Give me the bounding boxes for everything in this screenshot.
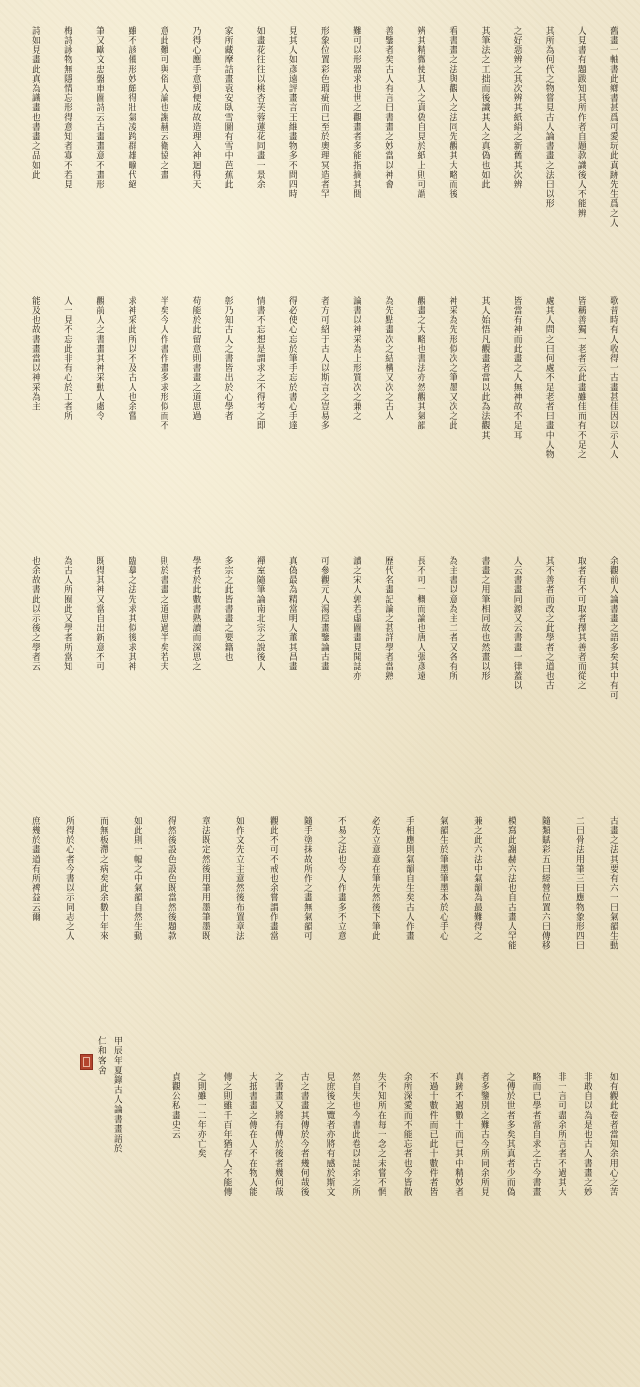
text-column: 隨手塗抹故所作之畫無氣韻可 bbox=[302, 816, 312, 941]
text-column: 之書畫又將有傳於後者幾何哉 bbox=[273, 1072, 283, 1197]
text-column: 臨摹之法先求其似後求其神 bbox=[126, 556, 137, 672]
text-column: 為古人所囿此又學者所當知 bbox=[62, 556, 73, 672]
text-column: 如作文先立主意然後布置章法 bbox=[234, 816, 244, 941]
text-column: 所得於心者今書以示同志之人 bbox=[64, 816, 74, 941]
text-column: 氣韻生於筆墨筆墨本於心手心 bbox=[438, 816, 448, 941]
text-column: 傳之則雖千百年猶存人不能傳 bbox=[221, 1072, 232, 1197]
text-panel-3 bbox=[30, 556, 618, 800]
text-column: 之則雖一二年亦亡矣 bbox=[195, 1072, 206, 1159]
text-column: 神采為先形似次之筆墨又次之此 bbox=[447, 296, 458, 431]
text-column: 論書以神采為上形質次之兼之 bbox=[351, 296, 362, 421]
text-column: 大抵書畫之傳在人不在物人能 bbox=[247, 1072, 258, 1197]
text-column: 章法既定然後用筆用墨筆墨既 bbox=[200, 816, 210, 941]
text-column: 必先立意意在筆先然後下筆此 bbox=[370, 816, 380, 941]
text-column: 長不可一概而論也唐人張彥遠 bbox=[415, 556, 426, 681]
text-column: 梅詩詠物無隱情忘形得意知者寡不若見 bbox=[62, 26, 73, 190]
text-column: 貞觀公私畫史云 bbox=[170, 1072, 180, 1140]
text-column: 見庶後之覽者亦將有感於斯文 bbox=[324, 1072, 335, 1197]
text-column: 學者於此數書熟讀而深思之 bbox=[190, 556, 201, 672]
text-column: 半矣今人作書作畫多求形似而不 bbox=[158, 296, 169, 431]
text-panel-2 bbox=[30, 296, 618, 544]
text-column: 詩如見畫此真為識畫也書畫之品如此 bbox=[30, 26, 40, 180]
text-column: 手相應則氣韻自生矣古人作畫 bbox=[404, 816, 414, 941]
text-column: 之傳於世者多矣其真者少而偽 bbox=[504, 1072, 515, 1197]
text-panel-5 bbox=[170, 1072, 618, 1322]
signature-line: 甲辰年夏錄古人論書畫語於 bbox=[112, 1036, 122, 1154]
text-column: 形象位置彩色瑕疵而已至於奧理冥造者罕 bbox=[318, 26, 329, 199]
text-column: 其所為何代之物嘗見古人論書畫之法曰以形 bbox=[543, 26, 554, 209]
text-column: 彰乃知古人之書皆出於心學者 bbox=[222, 296, 233, 421]
text-column: 不過十數件而已此十數件者皆 bbox=[427, 1072, 438, 1197]
text-column: 其不善者而改之此學者之道也古 bbox=[543, 556, 554, 691]
text-column: 古之書畫其傳於今者幾何哉後 bbox=[298, 1072, 309, 1197]
text-column: 余所深愛而不能忘者也今皆散 bbox=[401, 1072, 412, 1197]
text-column: 可參觀元人湯垕畫鑒論古畫 bbox=[318, 556, 329, 672]
text-column: 者方可紹于古人以斯言之豈易多 bbox=[318, 296, 329, 431]
text-panel-1 bbox=[30, 26, 618, 276]
text-column: 書畫之用筆相同故也然畫以形 bbox=[479, 556, 490, 681]
text-column: 二曰骨法用筆三曰應物象形四曰 bbox=[574, 816, 584, 951]
text-column: 如有觀此卷者當知余用心之苦 bbox=[607, 1072, 618, 1197]
text-panel-4 bbox=[30, 816, 618, 1060]
text-column: 讀之宋人郭若虛圖畫見聞誌亦 bbox=[351, 556, 362, 681]
signature-block bbox=[96, 1036, 122, 1176]
text-column: 乃得心應手意到便成故造理入神迴得天 bbox=[190, 26, 201, 190]
text-column: 非一言可盡余所言者不過其大 bbox=[556, 1072, 567, 1197]
text-column: 模寫此謝赫六法也自古畫人罕能 bbox=[506, 816, 516, 951]
text-column: 家所藏摩詰畫袁安臥雪圖有雪中芭蕉此 bbox=[222, 26, 233, 190]
text-column: 然自失也今書此卷以誌余之所 bbox=[350, 1072, 361, 1197]
text-column: 略而已學者當自求之古今書畫 bbox=[530, 1072, 541, 1197]
text-column: 雖不該備形妙頗得壯氣凌跨群雄曠代絕 bbox=[126, 26, 137, 190]
text-column: 真偽最為精當明人董其昌畫 bbox=[286, 556, 297, 672]
text-column: 為主書以意為主二者又各有所 bbox=[447, 556, 458, 681]
text-column: 非敢自以為是也古人書畫之妙 bbox=[582, 1072, 592, 1197]
text-column: 歷代名畫記論之甚詳學者當熟 bbox=[383, 556, 394, 681]
text-column: 也余故書此以示後之學者云 bbox=[30, 556, 40, 672]
text-column: 處其人問之曰何處不足老者曰畫中人物 bbox=[543, 296, 554, 460]
text-column: 人見書有題跋知其所作者自題款識後人不能辨 bbox=[575, 26, 586, 218]
text-column: 能及也故書畫當以神采為主 bbox=[30, 296, 40, 412]
text-column: 看書畫之法與觀人之法同先觀其大略而後 bbox=[447, 26, 458, 199]
text-column: 辨其精微使其人之真偽自見於紙上則可謂 bbox=[415, 26, 426, 199]
text-column: 之好惡辨之其次辨其紙絹之新舊其次辨 bbox=[511, 26, 522, 190]
text-column: 而無板滯之病矣此余數十年來 bbox=[98, 816, 108, 941]
text-column: 觀畫之大略也書法亦然觀其氣韻 bbox=[415, 296, 426, 431]
text-column: 情書不忘想是謂求之不得考之即 bbox=[254, 296, 265, 431]
text-column: 其人始悟凡觀畫者當以此為法觀其 bbox=[479, 296, 490, 440]
signature-line: 仁和客舍 bbox=[96, 1036, 106, 1076]
text-column: 見其人如彥遠評畫言王維畫物多不問四時 bbox=[286, 26, 297, 199]
text-column: 取者有不可取者擇其善者而從之 bbox=[575, 556, 586, 691]
text-column: 多宗之此皆書畫之要籍也 bbox=[222, 556, 233, 662]
text-column: 歌昔時有人收得一古畫甚佳因以示人人 bbox=[607, 296, 618, 460]
text-column: 為先點畫次之結構又次之古人 bbox=[383, 296, 394, 421]
text-column: 古畫之法其要有六一曰氣韻生動 bbox=[608, 816, 618, 951]
text-column: 禪室隨筆論南北宗之說後人 bbox=[254, 556, 265, 672]
text-column: 者多鑒別之難古今所同余所見 bbox=[479, 1072, 489, 1197]
text-column: 不易之法也今人作畫多不立意 bbox=[336, 816, 346, 941]
text-column: 庶幾於畫道有所裨益云爾 bbox=[30, 816, 40, 922]
text-column: 觀此不可不戒也余嘗謂作畫當 bbox=[268, 816, 278, 941]
text-column: 如畫花往往以桃杏芙蓉蓮花同畫一景余 bbox=[254, 26, 265, 190]
text-column: 觀前人之書畫其神采動人處令 bbox=[94, 296, 105, 421]
text-column: 失不知所在每一念之未嘗不惘 bbox=[376, 1072, 386, 1197]
text-column: 苟能於此留意則書畫之道思過 bbox=[190, 296, 201, 421]
text-column: 善鑒者矣古人有言曰書畫之妙當以神會 bbox=[383, 26, 394, 190]
text-column: 舊畫一軸書此鄉書甚爲可愛玩此真跡先生爲之人 bbox=[607, 26, 618, 228]
red-seal-stamp bbox=[80, 1054, 93, 1070]
text-column: 筆又歐文忠盤車圖詩云古畫畫意不畫形 bbox=[94, 26, 105, 190]
text-column: 人一見不忘此非有心於工者所 bbox=[62, 296, 73, 421]
text-column: 皆稱善獨一老者云此畫雖佳而有不足之 bbox=[575, 296, 586, 460]
text-column: 難可以形器求也世之觀畫者多能指摘其間 bbox=[351, 26, 362, 199]
text-column: 皆當有神而此畫之人無神故不足耳 bbox=[511, 296, 522, 440]
text-column: 得必使心忘於筆手忘於書心手達 bbox=[286, 296, 297, 431]
text-column: 其筆法之工拙而後識其人之真偽也如此 bbox=[479, 26, 490, 190]
text-column: 人云書畫同源又云書畫一律蓋以 bbox=[511, 556, 522, 691]
text-column: 得然後設色設色既當然後題款 bbox=[166, 816, 176, 941]
text-column: 余觀前人論書畫之語多矣其中有可 bbox=[607, 556, 618, 700]
text-column: 兼之此六法中氣韻為最難得之 bbox=[472, 816, 482, 941]
text-column: 意此難可與俗人論也謝赫云衛協之畫 bbox=[158, 26, 169, 180]
text-column: 真跡不過數十而已其中精妙者 bbox=[453, 1072, 464, 1197]
text-column: 如此則一幅之中氣韻自然生動 bbox=[132, 816, 142, 941]
text-column: 則於書畫之道思過半矣若夫 bbox=[158, 556, 169, 672]
text-column: 隨類賦彩五曰經營位置六曰傳移 bbox=[540, 816, 550, 951]
text-column: 既得其神又當自出新意不可 bbox=[94, 556, 105, 672]
text-column: 求神采此所以不及古人也余嘗 bbox=[126, 296, 137, 421]
